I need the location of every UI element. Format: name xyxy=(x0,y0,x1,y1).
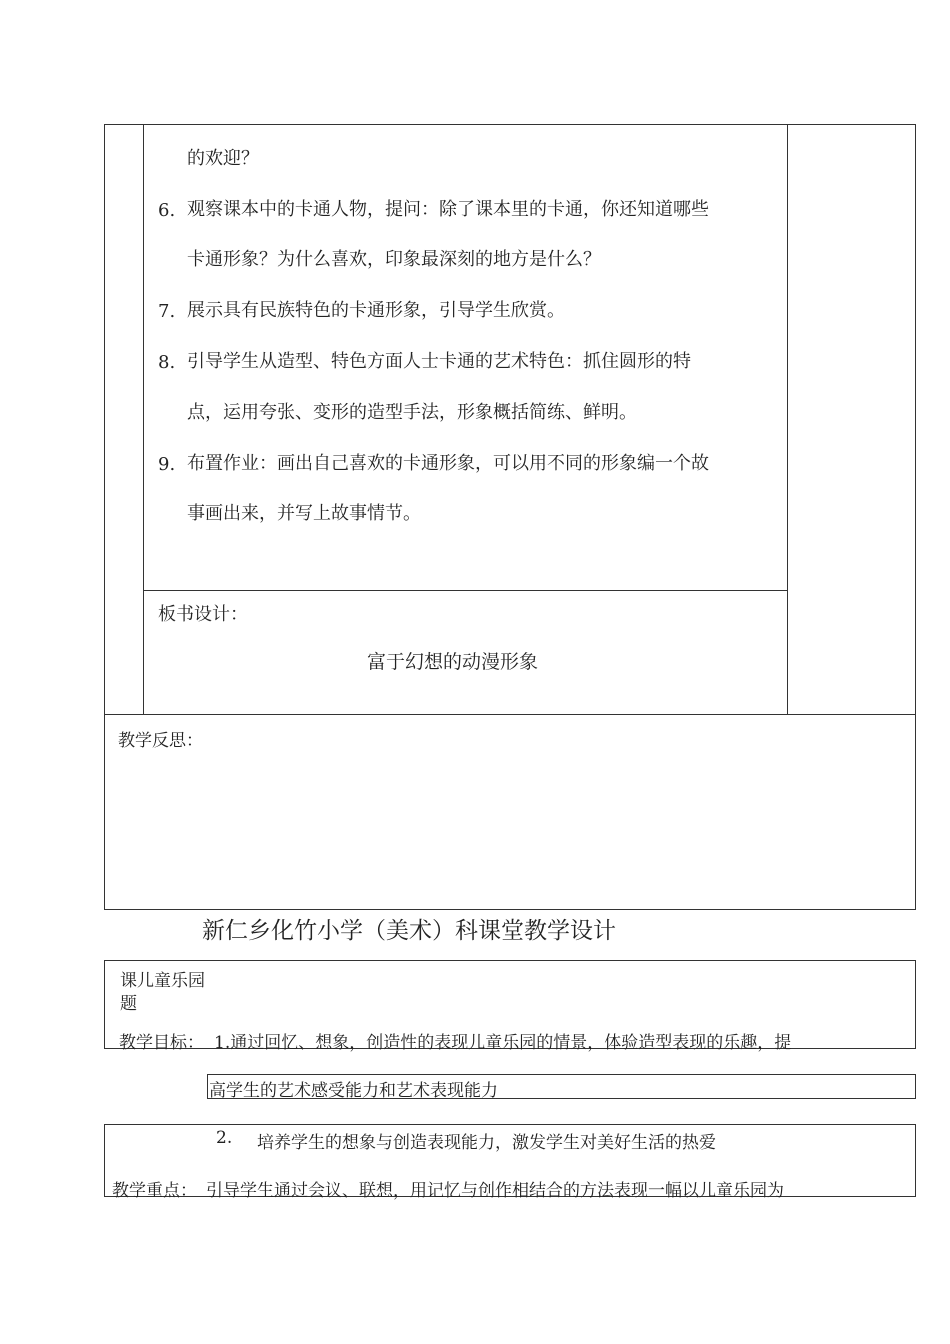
topic-label-top: 课 xyxy=(120,971,137,991)
goal-item-2-number: 2. xyxy=(216,1128,233,1148)
continued-text: 的欢迎？ xyxy=(187,148,259,169)
board-section-divider xyxy=(143,590,788,591)
reflection-section-divider xyxy=(104,714,916,715)
step-text: 展示具有民族特色的卡通形象，引导学生欣赏。 xyxy=(187,300,565,321)
board-design-label: 板书设计： xyxy=(158,604,248,625)
step-text: 点，运用夸张、变形的造型手法，形象概括简练、鲜明。 xyxy=(187,402,637,423)
page-title: 新仁乡化竹小学（美术）科课堂教学设计 xyxy=(202,918,616,944)
step-number: 6. xyxy=(158,200,176,221)
step-number: 9. xyxy=(158,454,176,475)
step-text: 事画出来，并写上故事情节。 xyxy=(187,503,421,524)
goal-item-2: 培养学生的想象与创造表现能力，激发学生对美好生活的热爱 xyxy=(257,1133,716,1153)
goal-label: 教学目标： xyxy=(119,1033,204,1053)
key-point-text: 引导学生通过会议、联想，用记忆与创作相结合的方法表现一幅以儿童乐园为 xyxy=(206,1181,784,1201)
step-number: 7. xyxy=(158,301,176,322)
board-design-title: 富于幻想的动漫形象 xyxy=(367,651,539,673)
step-text: 卡通形象？为什么喜欢，印象最深刻的地方是什么？ xyxy=(187,249,601,270)
left-column-divider xyxy=(143,124,144,714)
goal-item-1: 1.通过回忆、想象，创造性的表现儿童乐园的情景，体验造型表现的乐趣，提 xyxy=(214,1033,792,1053)
topic-value: 儿童乐园 xyxy=(137,971,205,991)
key-point-label: 教学重点： xyxy=(112,1181,197,1201)
goal-item-1-continued: 高学生的艺术感受能力和艺术表现能力 xyxy=(209,1081,498,1101)
step-text: 引导学生从造型、特色方面人士卡通的艺术特色：抓住圆形的特 xyxy=(187,351,691,372)
reflection-label: 教学反思： xyxy=(118,731,203,751)
step-text: 观察课本中的卡通人物，提问：除了课本里的卡通，你还知道哪些 xyxy=(187,199,709,220)
step-text: 布置作业：画出自己喜欢的卡通形象，可以用不同的形象编一个故 xyxy=(187,453,709,474)
step-number: 8. xyxy=(158,352,176,373)
right-column-divider xyxy=(787,124,788,714)
topic-label-bottom: 题 xyxy=(120,994,137,1014)
